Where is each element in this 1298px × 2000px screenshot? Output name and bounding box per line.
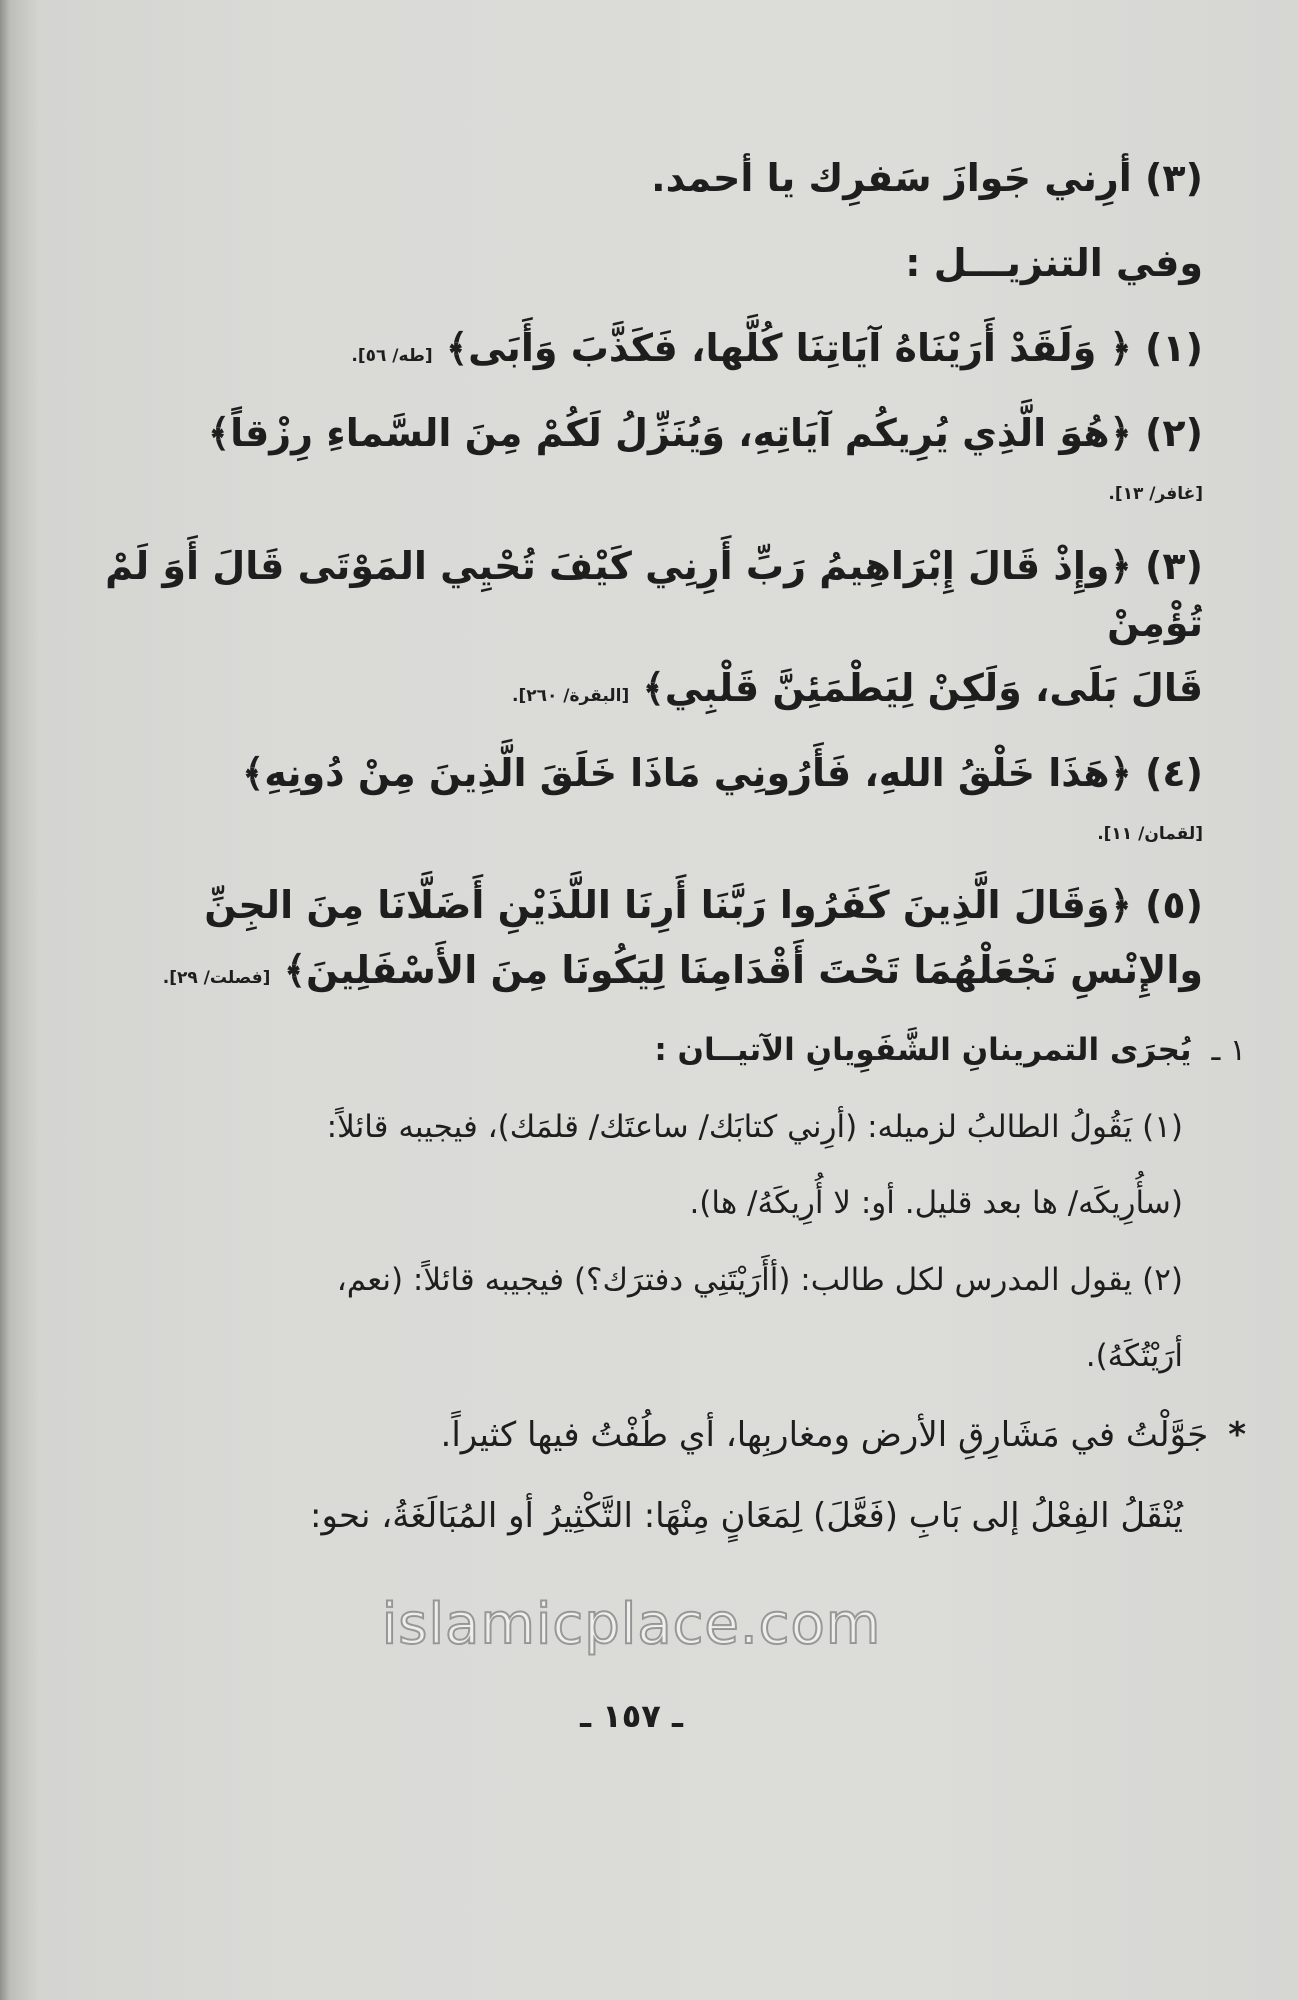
verse-reference: [لقمان/ ١١]. bbox=[1097, 823, 1203, 844]
note-line-1: جَوَّلْتُ في مَشَارِقِ الأرض ومغاربِها، أي طُفْتُ فيها كثيراً. bbox=[440, 1414, 1209, 1455]
quran-verse-2: (٢) ﴿هُوَ الَّذِي يُرِيكُم آيَاتِهِ، وَيُنَزِّلُ لَكُمْ مِنَ السَّماءِ رِزْقاً﴾ bbox=[207, 411, 1203, 455]
verse-reference: [غافر/ ١٣]. bbox=[1108, 484, 1203, 504]
note-line-2: يُنْقَلُ الفِعْلُ إلى بَابِ (فَعَّلَ) لِمَعَانٍ مِنْهَا: التَّكْثِيرُ أو المُبَالَغَةُ، نحو: bbox=[310, 1495, 1183, 1536]
verse-text: (١) ﴿ وَلَقَدْ أَرَيْنَاهُ آيَاتِنَا كُلَّها، فَكَذَّبَ وَأَبَى﴾ bbox=[445, 326, 1203, 370]
exercise-2-line-2: أرَيْتُكَهُ). bbox=[1085, 1338, 1183, 1374]
verse-reference: [طه/ ٥٦]. bbox=[351, 346, 433, 366]
verse-reference: [فصلت/ ٢٩]. bbox=[162, 968, 271, 988]
quran-verse-3: (٣) ﴿وإِذْ قَالَ إِبْرَاهِيمُ رَبِّ أَرِنِي كَيْفَ تُحْيِي المَوْتَى قَالَ أَوَ لَمْ تُؤْمِنْ bbox=[105, 543, 1203, 645]
verse-reference: [البقرة/ ٢٦٠]. bbox=[512, 685, 630, 706]
verse-text: قَالَ بَلَى، وَلَكِنْ لِيَطْمَئِنَّ قَلْبِي﴾ bbox=[642, 665, 1203, 710]
quran-verse-3-cont bbox=[60, 660, 1203, 717]
exercise-1-line-2: (سأُرِيكَه/ ها بعد قليل. أو: لا أُرِيكَهُ/ ها). bbox=[689, 1185, 1183, 1221]
quran-verse-5-cont bbox=[60, 942, 1203, 999]
tanzil-heading: وفي التنزيـــل : bbox=[905, 241, 1203, 285]
exercise-number: ١ ـ bbox=[1211, 1033, 1246, 1068]
watermark: islamicplace.com bbox=[381, 1591, 882, 1657]
exercise-heading-row bbox=[60, 1027, 1246, 1074]
quran-verse-1 bbox=[60, 320, 1203, 377]
example-3: (٣) أرِني جَوازَ سَفرِك يا أحمد. bbox=[651, 156, 1203, 200]
quran-verse-4: (٤) ﴿هَذَا خَلْقُ اللهِ، فَأَرُونِي مَاذَا خَلَقَ الَّذِينَ مِنْ دُونِهِ﴾ bbox=[241, 750, 1203, 795]
note-bullet: * bbox=[1228, 1414, 1246, 1455]
quran-verse-5: (٥) ﴿وَقَالَ الَّذِينَ كَفَرُوا رَبَّنَا أَرِنَا اللَّذَيْنِ أَضَلَّانَا مِنَ الجِنِّ bbox=[204, 883, 1203, 927]
exercise-heading: يُجرَى التمرينانِ الشَّفَوِيانِ الآتيــان : bbox=[654, 1032, 1192, 1068]
note-row bbox=[60, 1410, 1246, 1461]
exercise-1-line-1: (١) يَقُولُ الطالبُ لزميله: (أرِني كتابَك/ ساعتَك/ قلمَك)، فيجيبه قائلاً: bbox=[326, 1108, 1183, 1145]
exercise-2-line-1: (٢) يقول المدرس لكل طالب: (أأَرَيْتَنِي دفترَك؟) فيجيبه قائلاً: (نعم، bbox=[336, 1261, 1183, 1298]
page-number: ـ ١٥٧ ـ bbox=[580, 1696, 683, 1735]
verse-text: والإِنْسِ نَجْعَلْهُمَا تَحْتَ أَقْدَامِنَا لِيَكُونَا مِنَ الأَسْفَلِينَ﴾ bbox=[283, 948, 1203, 992]
